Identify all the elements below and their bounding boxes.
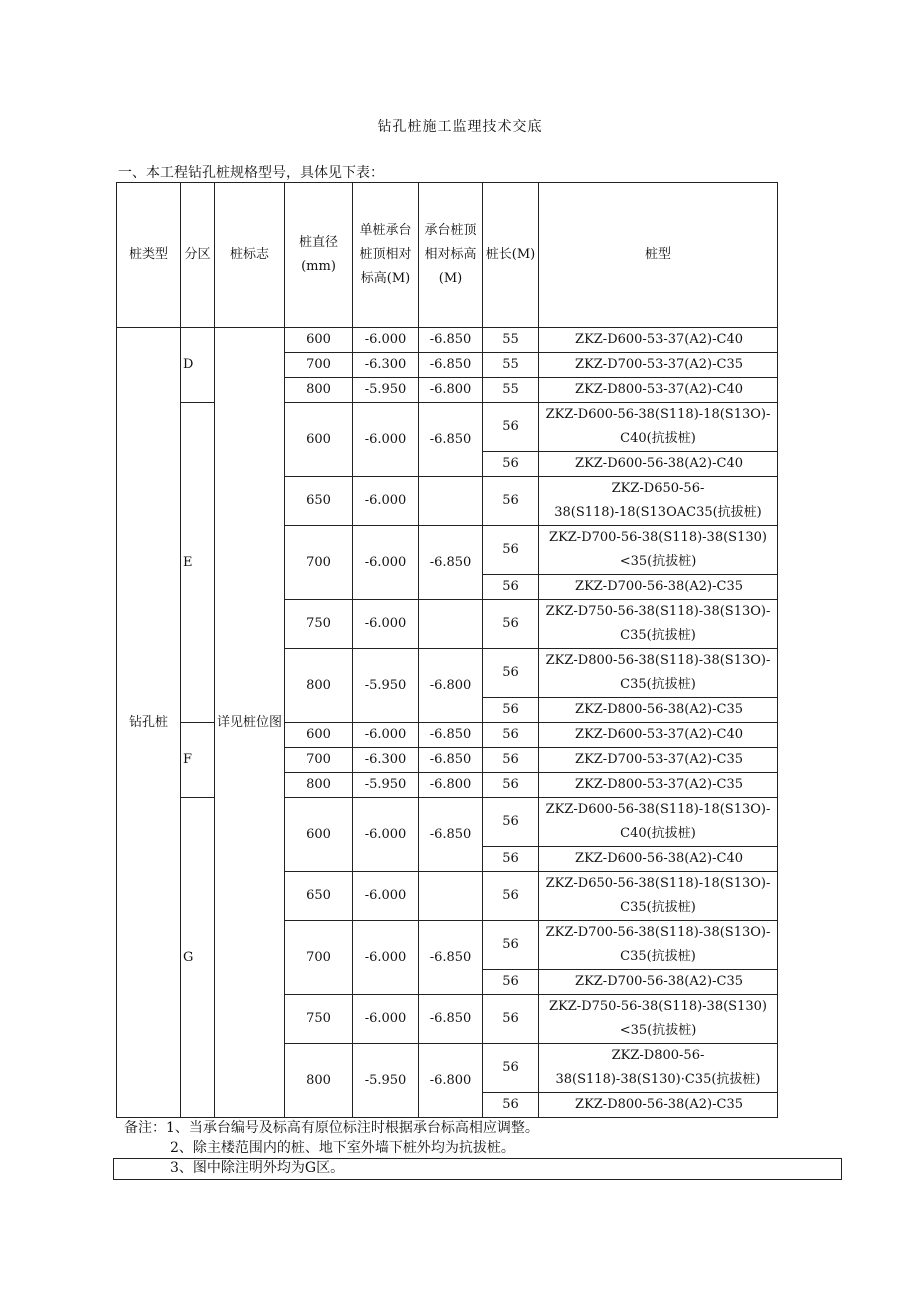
elevation1-cell: -6.000: [353, 921, 419, 995]
mark-cell: 详见桩位图: [215, 328, 285, 1118]
model-cell: ZKZ-D600-56-38(A2)-C40: [539, 847, 778, 872]
model-cell: ZKZ-D800-56-38(A2)-C35: [539, 1093, 778, 1118]
diameter-cell: 700: [285, 921, 353, 995]
elevation1-cell: -6.300: [353, 748, 419, 773]
model-cell: ZKZ-D600-53-37(A2)-C40: [539, 328, 778, 353]
note-1: 备注：1、当承台编号及标高有原位标注时根据承台标高相应调整。: [124, 1120, 539, 1136]
diameter-cell: 600: [285, 723, 353, 748]
diameter-cell: 650: [285, 477, 353, 526]
elevation1-cell: -6.000: [353, 477, 419, 526]
document-title: 钻孔桩施工监理技术交底: [377, 119, 543, 135]
diameter-cell: 750: [285, 600, 353, 649]
elevation1-cell: -6.000: [353, 872, 419, 921]
model-cell: ZKZ-D700-56-38(S118)-38(S130)<35(抗拔桩): [539, 526, 778, 575]
diameter-cell: 800: [285, 773, 353, 798]
elevation2-cell: -6.800: [419, 1044, 483, 1118]
elevation2-cell: [419, 600, 483, 649]
length-cell: 56: [483, 872, 539, 921]
diameter-cell: 800: [285, 378, 353, 403]
diameter-cell: 700: [285, 353, 353, 378]
model-cell: ZKZ-D700-56-38(A2)-C35: [539, 575, 778, 600]
length-cell: 56: [483, 921, 539, 970]
model-cell: ZKZ-D700-56-38(A2)-C35: [539, 970, 778, 995]
model-cell: ZKZ-D750-56-38(S118)-38(S130)<35(抗拔桩): [539, 995, 778, 1044]
length-cell: 56: [483, 995, 539, 1044]
diameter-cell: 700: [285, 748, 353, 773]
header-pile-type: 桩类型: [117, 183, 181, 328]
pile-spec-table: [116, 182, 778, 1118]
header-mark: 桩标志: [215, 183, 285, 328]
length-cell: 56: [483, 1093, 539, 1118]
length-cell: 56: [483, 847, 539, 872]
model-cell: ZKZ-D700-56-38(S118)-38(S13O)-C35(抗拔桩): [539, 921, 778, 970]
elevation2-cell: -6.850: [419, 723, 483, 748]
diameter-cell: 600: [285, 328, 353, 353]
elevation2-cell: -6.850: [419, 798, 483, 872]
model-cell: ZKZ-D800-56-38(A2)-C35: [539, 698, 778, 723]
length-cell: 56: [483, 748, 539, 773]
diameter-cell: 650: [285, 872, 353, 921]
length-cell: 56: [483, 698, 539, 723]
header-top-elevation-2: 承台桩顶相对标高(M): [419, 183, 483, 328]
elevation1-cell: -6.000: [353, 600, 419, 649]
elevation2-cell: [419, 872, 483, 921]
header-model: 桩型: [539, 183, 778, 328]
elevation2-cell: -6.850: [419, 748, 483, 773]
zone-cell-g: G: [181, 798, 215, 1118]
diameter-cell: 700: [285, 526, 353, 600]
note-2: 2、除主楼范围内的桩、地下室外墙下桩外均为抗拔桩。: [170, 1140, 515, 1156]
length-cell: 55: [483, 378, 539, 403]
zone-cell-e: E: [181, 403, 215, 723]
diameter-cell: 800: [285, 1044, 353, 1118]
length-cell: 55: [483, 328, 539, 353]
length-cell: 56: [483, 970, 539, 995]
elevation2-cell: -6.800: [419, 773, 483, 798]
elevation1-cell: -6.000: [353, 526, 419, 600]
elevation1-cell: -6.000: [353, 798, 419, 872]
model-cell: ZKZ-D800-53-37(A2)-C35: [539, 773, 778, 798]
model-cell: ZKZ-D700-53-37(A2)-C35: [539, 748, 778, 773]
model-cell: ZKZ-D600-53-37(A2)-C40: [539, 723, 778, 748]
elevation1-cell: -6.000: [353, 403, 419, 477]
length-cell: 55: [483, 353, 539, 378]
diameter-cell: 600: [285, 798, 353, 872]
length-cell: 56: [483, 600, 539, 649]
elevation1-cell: -5.950: [353, 649, 419, 723]
intro-text: 一、本工程钻孔桩规格型号，具体见下表：: [118, 165, 384, 181]
elevation2-cell: -6.850: [419, 403, 483, 477]
model-cell: ZKZ-D800-56-38(S118)-38(S13O)-C35(抗拔桩): [539, 649, 778, 698]
model-cell: ZKZ-D800-56-38(S118)-38(S130)·C35(抗拔桩): [539, 1044, 778, 1093]
header-zone: 分区: [181, 183, 215, 328]
zone-cell-f: F: [181, 723, 215, 798]
length-cell: 56: [483, 526, 539, 575]
elevation1-cell: -6.000: [353, 723, 419, 748]
length-cell: 56: [483, 575, 539, 600]
note-3: 3、图中除注明外均为G区。: [170, 1160, 345, 1176]
elevation1-cell: -5.950: [353, 773, 419, 798]
header-top-elevation-1: 单桩承台桩顶相对标高(M): [353, 183, 419, 328]
model-cell: ZKZ-D600-56-38(S118)-18(S13O)-C40(抗拔桩): [539, 798, 778, 847]
table-row: [117, 328, 778, 353]
elevation2-cell: -6.850: [419, 995, 483, 1044]
diameter-cell: 750: [285, 995, 353, 1044]
model-cell: ZKZ-D750-56-38(S118)-38(S13O)-C35(抗拔桩): [539, 600, 778, 649]
header-diameter: 桩直径(mm): [285, 183, 353, 328]
length-cell: 56: [483, 477, 539, 526]
model-cell: ZKZ-D800-53-37(A2)-C40: [539, 378, 778, 403]
diameter-cell: 600: [285, 403, 353, 477]
model-cell: ZKZ-D600-56-38(A2)-C40: [539, 452, 778, 477]
length-cell: 56: [483, 1044, 539, 1093]
elevation2-cell: -6.850: [419, 921, 483, 995]
length-cell: 56: [483, 649, 539, 698]
model-cell: ZKZ-D650-56-38(S118)-18(S13O)-C35(抗拔桩): [539, 872, 778, 921]
length-cell: 56: [483, 723, 539, 748]
header-length: 桩长(M): [483, 183, 539, 328]
length-cell: 56: [483, 403, 539, 452]
table-header-row: [117, 183, 778, 328]
zone-cell-d: D: [181, 328, 215, 403]
elevation2-cell: -6.850: [419, 526, 483, 600]
length-cell: 56: [483, 773, 539, 798]
elevation1-cell: -5.950: [353, 378, 419, 403]
elevation2-cell: -6.800: [419, 649, 483, 723]
elevation1-cell: -5.950: [353, 1044, 419, 1118]
pile-type-cell: 钻孔桩: [117, 328, 181, 1118]
elevation2-cell: -6.850: [419, 328, 483, 353]
elevation2-cell: -6.800: [419, 378, 483, 403]
model-cell: ZKZ-D600-56-38(S118)-18(S13O)-C40(抗拔桩): [539, 403, 778, 452]
elevation2-cell: [419, 477, 483, 526]
length-cell: 56: [483, 798, 539, 847]
elevation1-cell: -6.000: [353, 995, 419, 1044]
diameter-cell: 800: [285, 649, 353, 723]
elevation1-cell: -6.300: [353, 353, 419, 378]
model-cell: ZKZ-D700-53-37(A2)-C35: [539, 353, 778, 378]
elevation1-cell: -6.000: [353, 328, 419, 353]
model-cell: ZKZ-D650-56-38(S118)-18(S13OAC35(抗拔桩): [539, 477, 778, 526]
elevation2-cell: -6.850: [419, 353, 483, 378]
length-cell: 56: [483, 452, 539, 477]
